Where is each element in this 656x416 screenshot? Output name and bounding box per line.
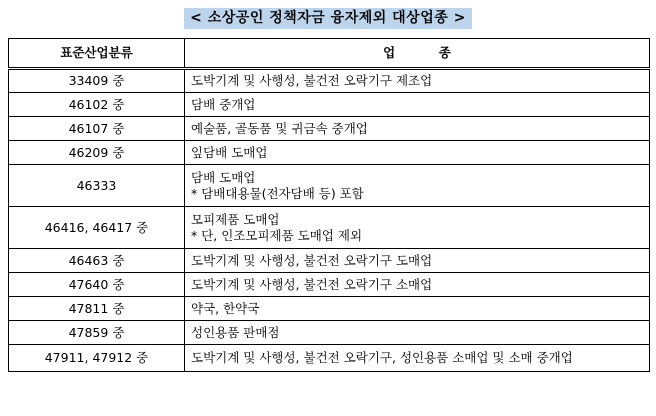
business-description: 도박기계 및 사행성, 불건전 오락기구 도매업: [191, 252, 433, 268]
business-note: * 담배대용물(전자담배 등) 포함: [191, 185, 364, 201]
table-row: [9, 141, 650, 165]
business-type-cell: [185, 141, 650, 165]
business-description: 담배 중개업: [191, 96, 256, 112]
business-description: 약국, 한약국: [191, 300, 260, 316]
business-note: * 단, 인조모피제품 도매업 제외: [191, 227, 363, 243]
business-description: 모피제품 도매업: [191, 211, 280, 227]
page-title: < 소상공인 정책자금 융자제외 대상업종 >: [184, 8, 472, 29]
table-row: [9, 249, 650, 273]
table-row: [9, 207, 650, 249]
business-type-cell: [185, 165, 650, 207]
business-type-cell: [185, 117, 650, 141]
table-row: [9, 321, 650, 345]
table-row: [9, 165, 650, 207]
business-type-cell: [185, 93, 650, 117]
table-row: [9, 297, 650, 321]
business-type-cell: [185, 69, 650, 93]
table-row: [9, 117, 650, 141]
industry-code-cell: 46463 중: [9, 249, 185, 273]
business-type-cell: [185, 345, 650, 372]
industry-code-cell: 47811 중: [9, 297, 185, 321]
business-description: 담배 도매업: [191, 169, 256, 185]
industry-code-cell: 46107 중: [9, 117, 185, 141]
industry-code-cell: 46102 중: [9, 93, 185, 117]
business-description: 도박기계 및 사행성, 불건전 오락기구, 성인용품 소매업 및 소매 중개업: [191, 350, 573, 365]
business-type-cell: [185, 249, 650, 273]
table-header-row: [9, 39, 650, 69]
table-row: [9, 273, 650, 297]
industry-code-cell: 47859 중: [9, 321, 185, 345]
industry-code-cell: 47911, 47912 중: [9, 345, 185, 372]
excluded-industries-table: [8, 38, 650, 372]
header-industry-code: 표준산업분류: [9, 39, 185, 69]
table-body: [9, 69, 650, 372]
table-row: [9, 69, 650, 93]
industry-code-cell: 46416, 46417 중: [9, 207, 185, 249]
industry-code-cell: 33409 중: [9, 69, 185, 93]
business-type-cell: [185, 321, 650, 345]
industry-code-cell: 46209 중: [9, 141, 185, 165]
business-description: 성인용품 판매점: [191, 324, 280, 340]
table-row: [9, 345, 650, 372]
title-area: [0, 7, 656, 29]
business-description: 잎담배 도매업: [191, 144, 268, 160]
header-business-type: 업 종: [185, 39, 650, 69]
business-type-cell: [185, 207, 650, 249]
business-description: 도박기계 및 사행성, 불건전 오락기구 제조업: [191, 73, 433, 88]
business-type-cell: [185, 273, 650, 297]
table-row: [9, 93, 650, 117]
business-description: 예술품, 골동품 및 귀금속 중개업: [191, 120, 368, 136]
industry-code-cell: 47640 중: [9, 273, 185, 297]
industry-code-cell: 46333: [9, 165, 185, 207]
business-description: 도박기계 및 사행성, 불건전 오락기구 소매업: [191, 276, 433, 292]
business-type-cell: [185, 297, 650, 321]
